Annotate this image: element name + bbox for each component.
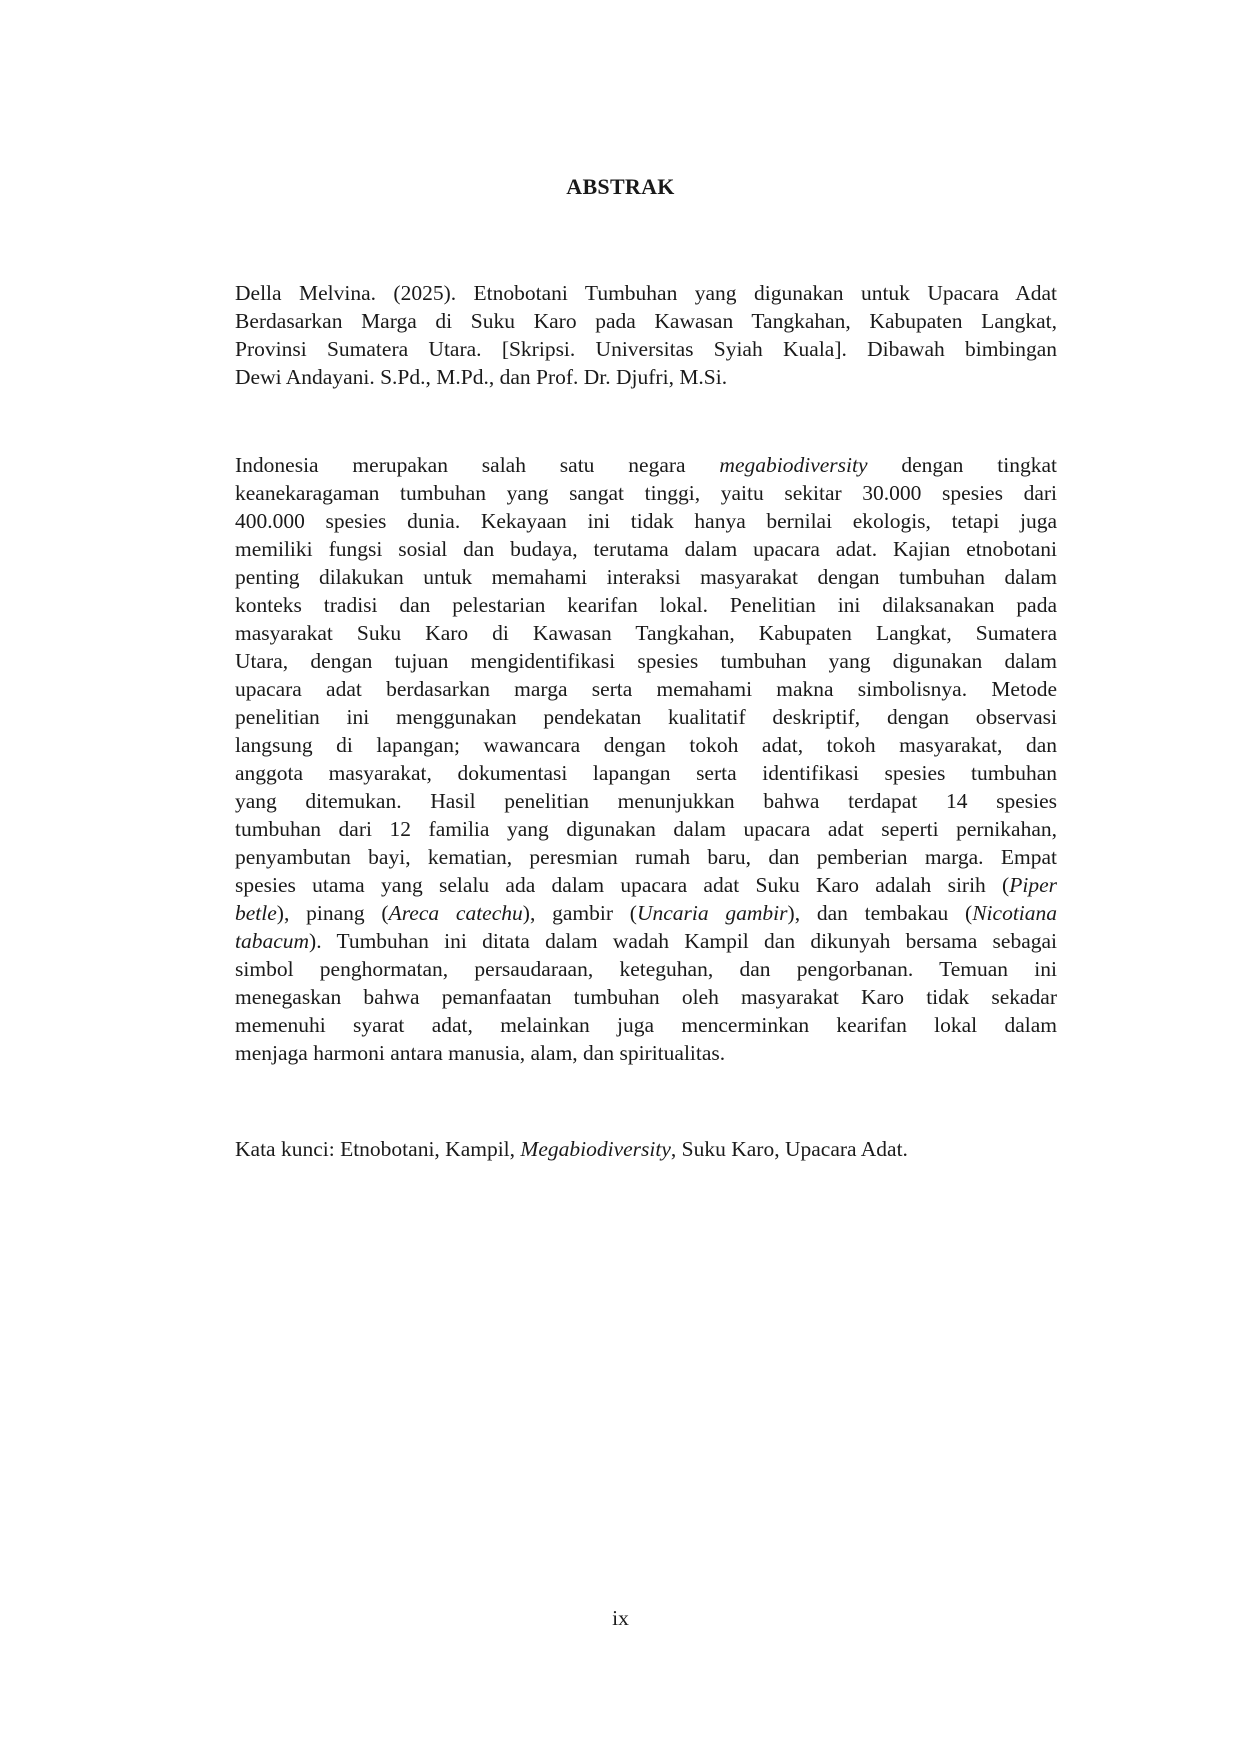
- abstract-line: yang ditemukan. Hasil penelitian menunjukkan bahwa terdapat 14 spesies: [235, 789, 1057, 813]
- italic-term: betle: [235, 901, 277, 925]
- italic-term: Uncaria gambir: [636, 901, 788, 925]
- abstract-line: penelitian ini menggunakan pendekatan kualitatif deskriptif, dengan observasi: [235, 705, 1057, 729]
- italic-term: tabacum: [235, 929, 310, 953]
- abstract-line: menegaskan bahwa pemanfaatan tumbuhan oleh masyarakat Karo tidak sekadar: [235, 985, 1057, 1009]
- citation-line: Provinsi Sumatera Utara. [Skripsi. Universitas Syiah Kuala]. Dibawah bimbingan: [235, 337, 1057, 361]
- abstract-line: Utara, dengan tujuan mengidentifikasi spesies tumbuhan yang digunakan dalam: [235, 649, 1057, 673]
- abstract-line: keanekaragaman tumbuhan yang sangat tinggi, yaitu sekitar 30.000 spesies dari: [235, 481, 1057, 505]
- italic-term: Piper: [1009, 873, 1057, 897]
- italic-term: Areca catechu: [388, 901, 523, 925]
- abstract-line: tumbuhan dari 12 familia yang digunakan dalam upacara adat seperti pernikahan,: [235, 817, 1057, 841]
- citation-line: Berdasarkan Marga di Suku Karo pada Kawasan Tangkahan, Kabupaten Langkat,: [235, 309, 1057, 333]
- abstract-line: memenuhi syarat adat, melainkan juga mencerminkan kearifan lokal dalam: [235, 1013, 1057, 1037]
- abstract-line: simbol penghormatan, persaudaraan, keteguhan, dan pengorbanan. Temuan ini: [235, 957, 1057, 981]
- abstract-paragraph: [235, 451, 1057, 1067]
- abstract-line: upacara adat berdasarkan marga serta memahami makna simbolisnya. Metode: [235, 677, 1057, 701]
- abstract-line: memiliki fungsi sosial dan budaya, terutama dalam upacara adat. Kajian etnobotani: [235, 537, 1057, 561]
- abstract-line: penting dilakukan untuk memahami interaksi masyarakat dengan tumbuhan dalam: [235, 565, 1057, 589]
- abstract-line: spesies utama yang selalu ada dalam upacara adat Suku Karo adalah sirih (Piper: [235, 873, 1057, 897]
- abstract-line: 400.000 spesies dunia. Kekayaan ini tidak hanya bernilai ekologis, tetapi juga: [235, 509, 1057, 533]
- abstract-line: penyambutan bayi, kematian, peresmian rumah baru, dan pemberian marga. Empat: [235, 845, 1057, 869]
- italic-term: Megabiodiversity: [520, 1137, 671, 1161]
- abstract-line: konteks tradisi dan pelestarian kearifan lokal. Penelitian ini dilaksanakan pada: [235, 593, 1057, 617]
- page-number: ix: [612, 1606, 629, 1630]
- abstract-line: anggota masyarakat, dokumentasi lapangan serta identifikasi spesies tumbuhan: [235, 761, 1057, 785]
- italic-term: megabiodiversity: [719, 453, 868, 477]
- abstract-line: langsung di lapangan; wawancara dengan tokoh adat, tokoh masyarakat, dan: [235, 733, 1057, 757]
- keywords-line: Kata kunci: Etnobotani, Kampil, Megabiodiversity, Suku Karo, Upacara Adat.: [235, 1137, 908, 1161]
- abstract-line: menjaga harmoni antara manusia, alam, dan spiritualitas.: [235, 1041, 726, 1065]
- abstract-line: masyarakat Suku Karo di Kawasan Tangkahan, Kabupaten Langkat, Sumatera: [235, 621, 1057, 645]
- page-title: ABSTRAK: [566, 174, 675, 199]
- abstract-line: Indonesia merupakan salah satu negara megabiodiversity dengan tingkat: [235, 453, 1057, 477]
- citation-block: [235, 279, 1057, 391]
- abstract-line: tabacum). Tumbuhan ini ditata dalam wadah Kampil dan dikunyah bersama sebagai: [235, 929, 1057, 953]
- abstract-line: betle), pinang (Areca catechu), gambir (Uncaria gambir), dan tembakau (Nicotiana: [235, 901, 1058, 925]
- citation-line: Della Melvina. (2025). Etnobotani Tumbuhan yang digunakan untuk Upacara Adat: [235, 281, 1057, 305]
- italic-term: Nicotiana: [972, 901, 1058, 925]
- citation-line: Dewi Andayani. S.Pd., M.Pd., dan Prof. Dr. Djufri, M.Si.: [235, 365, 728, 389]
